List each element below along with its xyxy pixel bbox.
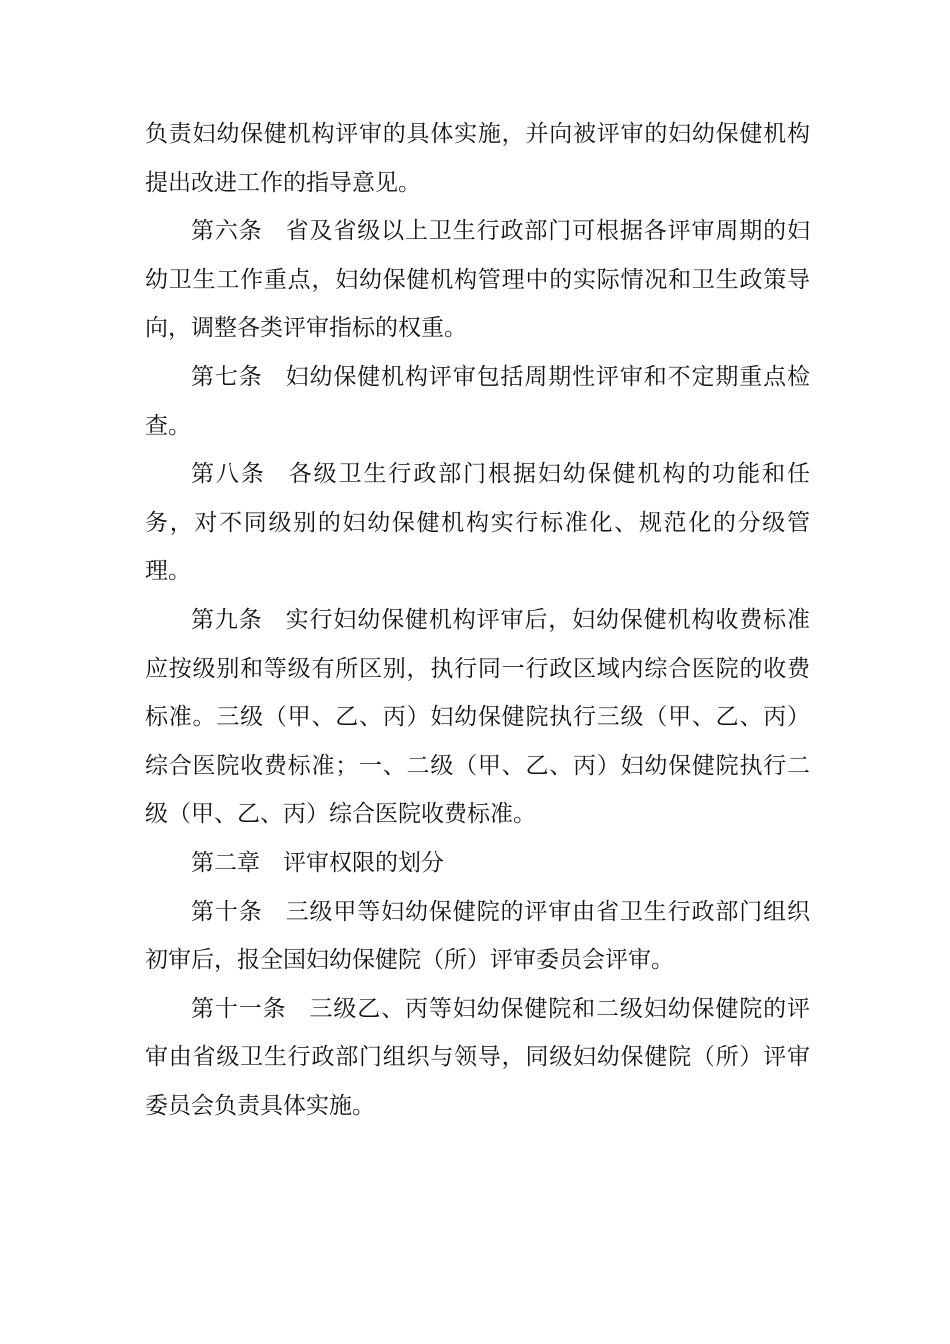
article-heading: 第八条 bbox=[191, 461, 266, 488]
article-text: 各级卫生行政部门根据妇幼保健机构的功能和任务，对不同级别的妇幼保健机构实行标准化、规范化的分级管理。 bbox=[145, 461, 811, 585]
paragraph-text: 负责妇幼保健机构评审的具体实施，并向被评审的妇幼保健机构提出改进工作的指导意见。 bbox=[145, 121, 810, 196]
article-heading: 第七条 bbox=[191, 363, 263, 390]
document-body bbox=[145, 110, 810, 1130]
article-heading: 第十条 bbox=[191, 898, 263, 925]
article-heading: 第六条 bbox=[191, 218, 263, 245]
article-text: 实行妇幼保健机构评审后，妇幼保健机构收费标准应按级别和等级有所区别，执行同一行政区域内综合医院的收费标准。三级（甲、乙、丙）妇幼保健院执行三级（甲、乙、丙）综合医院收费标准；一、二级（甲、乙、丙）妇幼保健院执行二级（甲、乙、丙）综合医院收费标准。 bbox=[145, 606, 810, 828]
article-text: 三级甲等妇幼保健院的评审由省卫生行政部门组织初审后，报全国妇幼保健院（所）评审委员会评审。 bbox=[145, 898, 810, 974]
article-text: 妇幼保健机构评审包括周期性评审和不定期重点检查。 bbox=[145, 363, 810, 439]
article-11 bbox=[145, 985, 810, 1131]
chapter-title-text: 评审权限的划分 bbox=[283, 849, 444, 876]
article-7 bbox=[145, 353, 810, 450]
paragraph-continuation bbox=[145, 110, 810, 207]
article-10 bbox=[145, 888, 810, 985]
article-text: 三级乙、丙等妇幼保健院和二级妇幼保健院的评审由省级卫生行政部门组织与领导，同级妇幼保健院（所）评审委员会负责具体实施。 bbox=[145, 995, 810, 1119]
article-8 bbox=[145, 450, 810, 596]
article-6 bbox=[145, 207, 810, 353]
article-heading: 第十一条 bbox=[191, 995, 287, 1022]
chapter-heading: 第二章 bbox=[191, 849, 260, 876]
article-9 bbox=[145, 596, 810, 839]
article-text: 省及省级以上卫生行政部门可根据各评审周期的妇幼卫生工作重点，妇幼保健机构管理中的实际情况和卫生政策导向，调整各类评审指标的权重。 bbox=[145, 218, 810, 342]
article-heading: 第九条 bbox=[191, 606, 263, 633]
chapter-2-title bbox=[145, 839, 810, 888]
